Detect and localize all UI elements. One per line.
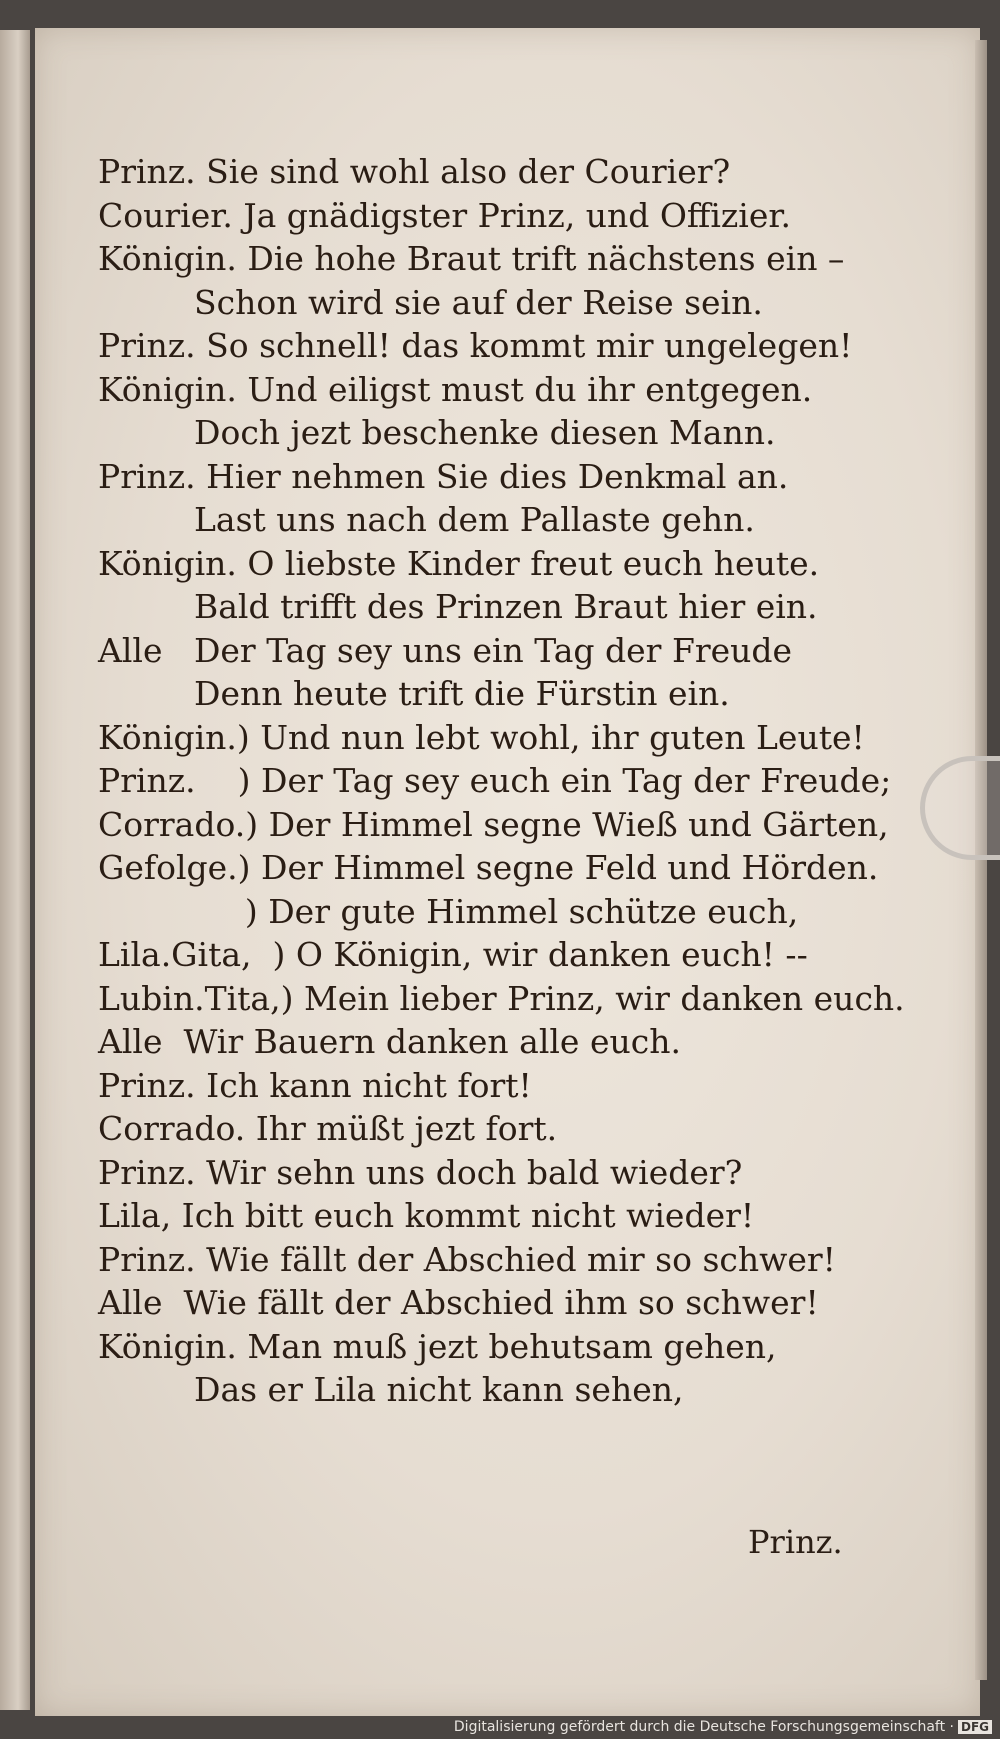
text-line: Courier. Ja gnädigster Prinz, und Offizier. bbox=[98, 195, 792, 235]
text-line: Das er Lila nicht kann sehen, bbox=[194, 1370, 684, 1409]
text-line: Prinz. Ich kann nicht fort! bbox=[98, 1065, 532, 1105]
previous-page-edge bbox=[0, 30, 30, 1710]
text-line: Schon wird sie auf der Reise sein. bbox=[194, 282, 763, 322]
text-line: Prinz. Hier nehmen Sie dies Denkmal an. bbox=[98, 456, 789, 496]
text-line: Königin. Man muß jezt behutsam gehen, bbox=[98, 1326, 777, 1366]
text-line: Königin. Die hohe Braut trift nächstens ein – bbox=[98, 239, 845, 278]
text-line: Königin. Und eiligst must du ihr entgegen. bbox=[98, 369, 813, 409]
credit-text: Digitalisierung gefördert durch die Deutsche Forschungsgemeinschaft · bbox=[453, 1719, 954, 1735]
text-line: Prinz. So schnell! das kommt mir ungelegen! bbox=[98, 326, 853, 365]
text-line: ) Der gute Himmel schütze euch, bbox=[98, 891, 799, 931]
text-line: Bald trifft des Prinzen Braut hier ein. bbox=[194, 587, 818, 626]
text-line: Königin.) Und nun lebt wohl, ihr guten Leute! bbox=[98, 717, 865, 757]
text-line: Lubin.Tita,) Mein lieber Prinz, wir danken euch. bbox=[98, 978, 905, 1018]
digitization-credit bbox=[454, 1719, 992, 1735]
text-line: Alle Der Tag sey uns ein Tag der Freude bbox=[98, 630, 793, 670]
text-line: Denn heute trift die Fürstin ein. bbox=[194, 674, 730, 713]
text-line: Gefolge.) Der Himmel segne Feld und Hörden. bbox=[98, 848, 879, 887]
text-line: Last uns nach dem Pallaste gehn. bbox=[194, 500, 755, 539]
catchword: Prinz. bbox=[748, 1523, 843, 1561]
text-line: Prinz. Wir sehn uns doch bald wieder? bbox=[98, 1152, 743, 1192]
page-stack-edge bbox=[975, 40, 987, 1680]
text-line: Königin. O liebste Kinder freut euch heute. bbox=[98, 543, 820, 583]
page-text bbox=[98, 150, 905, 1412]
dfg-logo: DFG bbox=[958, 1720, 992, 1734]
text-line: Prinz. Wie fällt der Abschied mir so schwer! bbox=[98, 1239, 836, 1279]
text-line: Alle Wir Bauern danken alle euch. bbox=[98, 1022, 681, 1061]
text-line: Lila.Gita, ) O Königin, wir danken euch! -- bbox=[98, 935, 808, 974]
text-line: Prinz. ) Der Tag sey euch ein Tag der Freude; bbox=[98, 761, 892, 800]
text-line: Lila, Ich bitt euch kommt nicht wieder! bbox=[98, 1196, 755, 1235]
text-line: Corrado.) Der Himmel segne Wieß und Gärten, bbox=[98, 804, 889, 844]
text-line: Prinz. Sie sind wohl also der Courier? bbox=[98, 152, 731, 191]
text-line: Doch jezt beschenke diesen Mann. bbox=[194, 413, 776, 452]
text-line: Alle Wie fällt der Abschied ihm so schwer! bbox=[98, 1283, 819, 1322]
text-line: Corrado. Ihr müßt jezt fort. bbox=[98, 1109, 558, 1148]
